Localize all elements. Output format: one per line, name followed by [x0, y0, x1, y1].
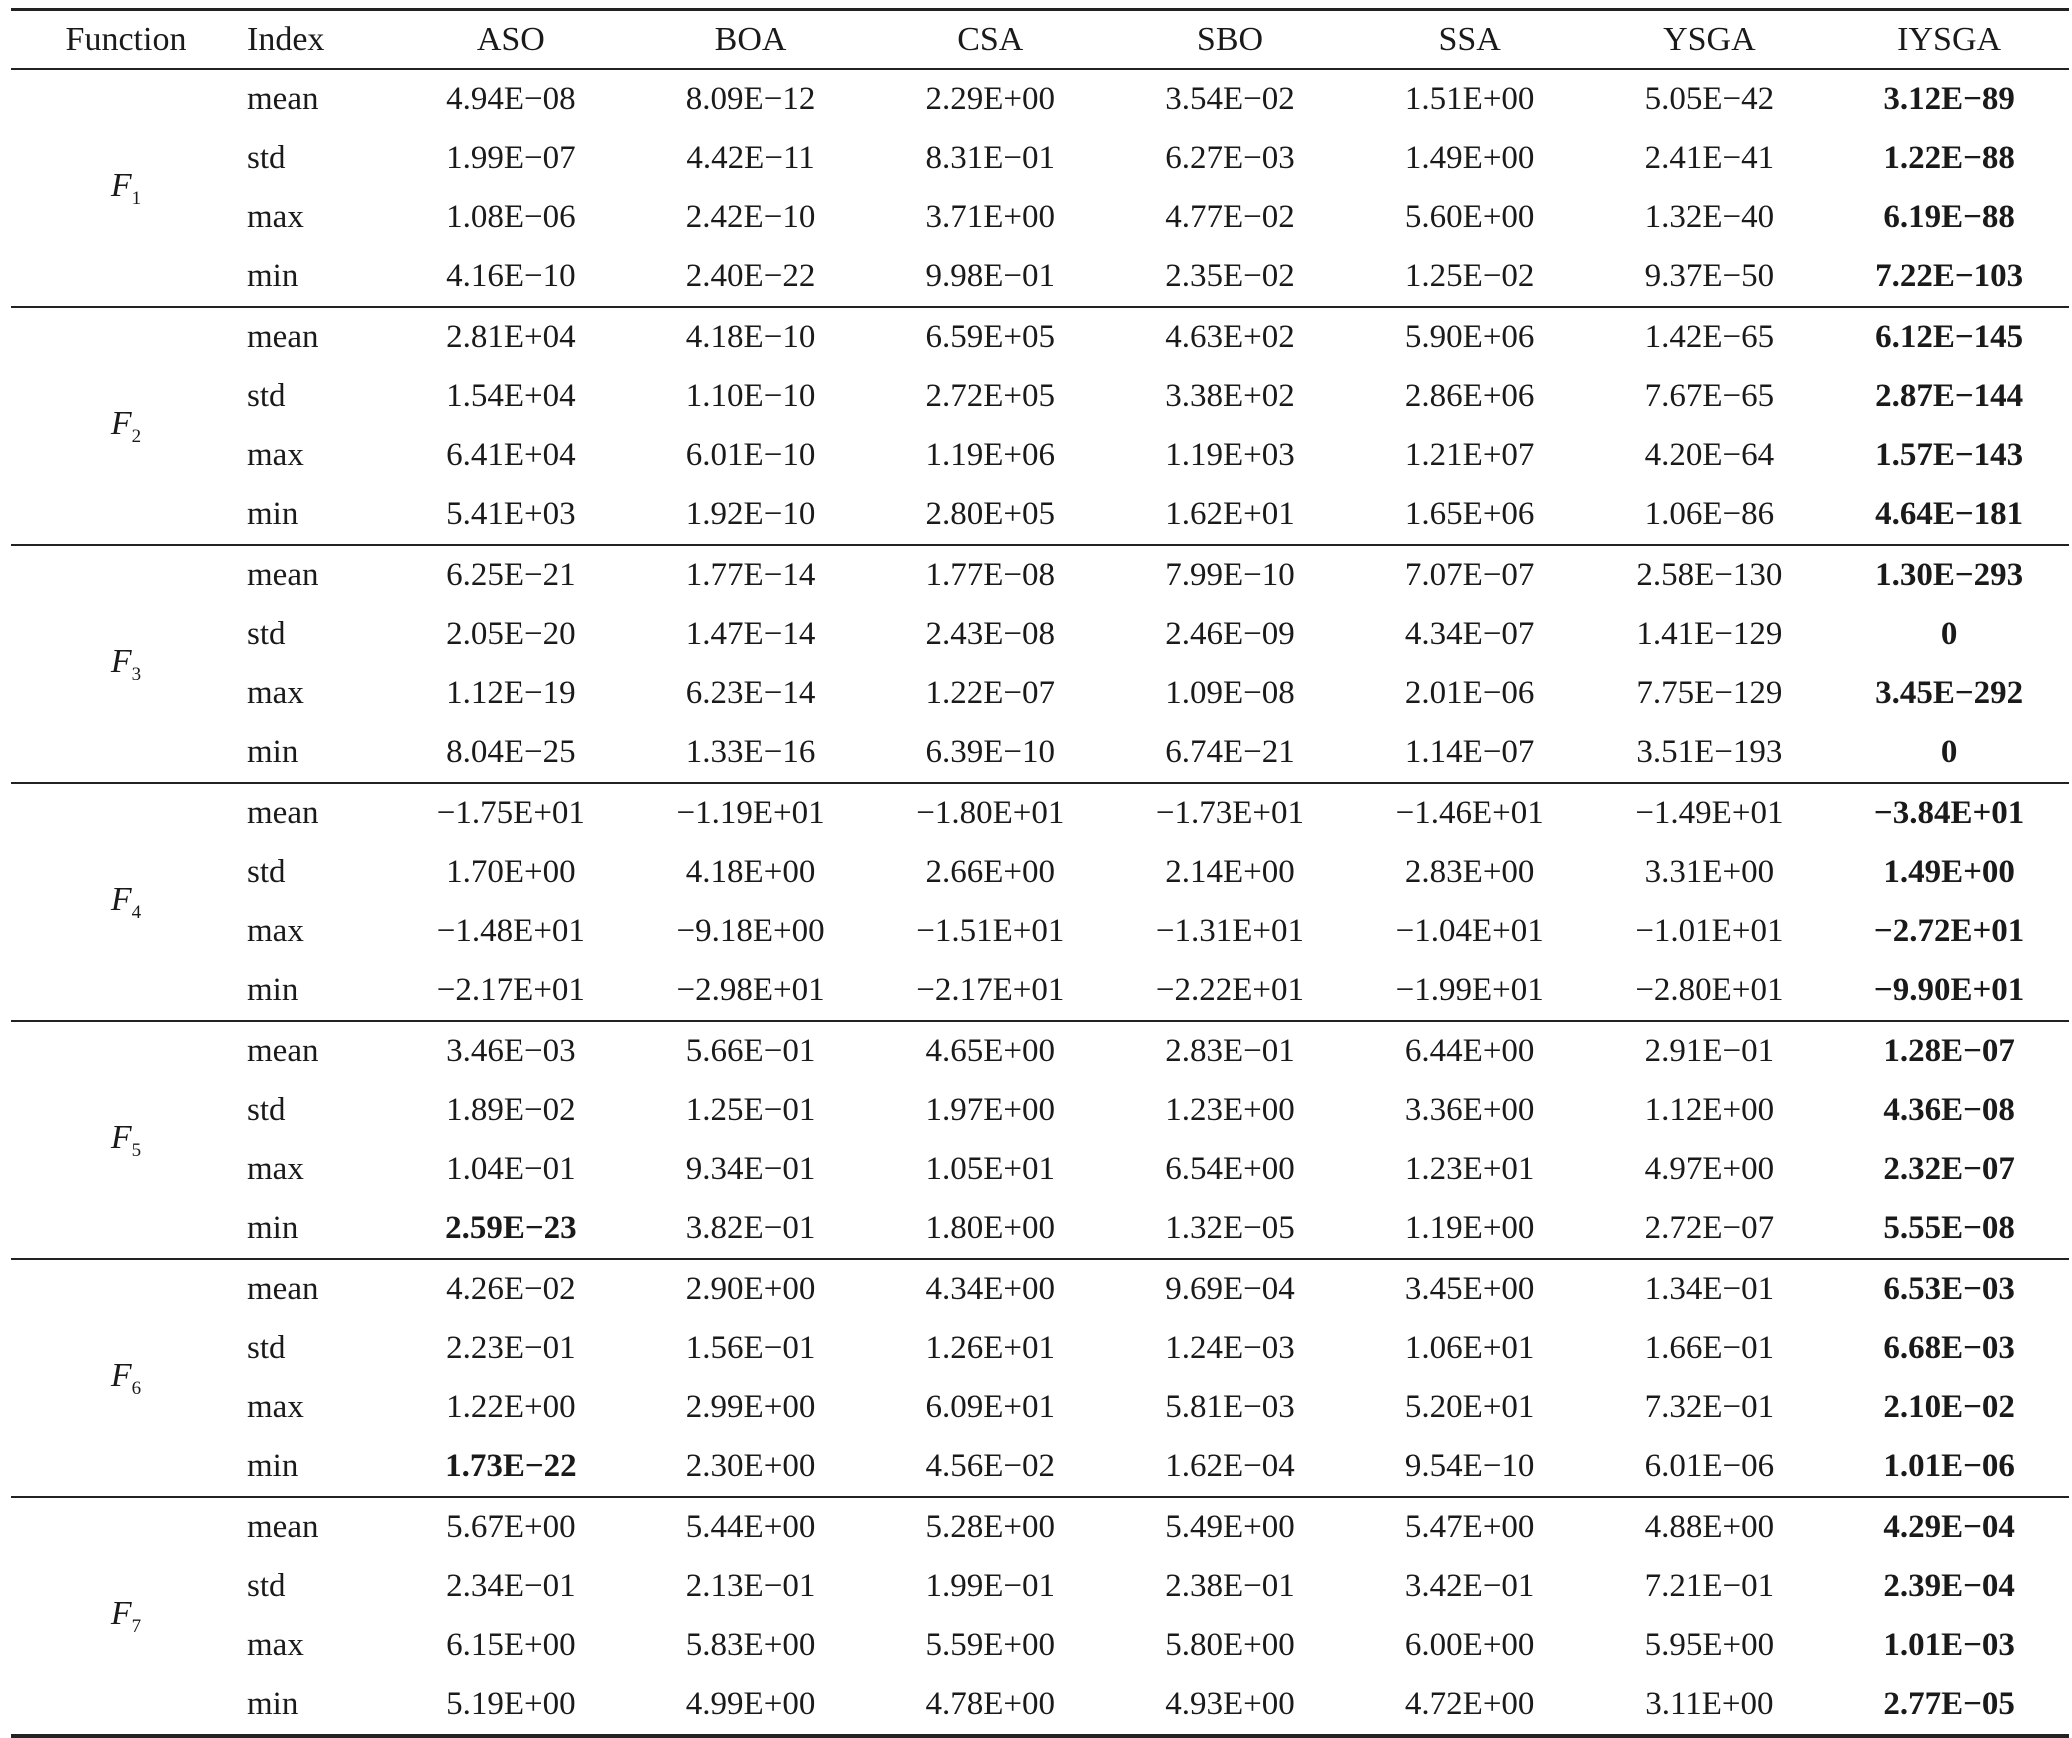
table-row — [11, 1557, 2069, 1616]
index-cell: std — [247, 1568, 286, 1604]
value-cell-iysga: −2.72E+01 — [1873, 913, 2025, 949]
value-cell-ysga: 6.01E−06 — [1590, 1437, 1830, 1497]
table-row — [11, 1437, 2069, 1497]
value-cell-ysga: 2.58E−130 — [1636, 557, 1783, 593]
value-cell-sbo: −1.73E+01 — [1155, 795, 1305, 831]
value-cell-ssa: 1.21E+07 — [1404, 437, 1535, 473]
value-cell-csa: 1.80E+00 — [870, 1199, 1110, 1259]
value-cell-sbo: 1.62E+01 — [1110, 485, 1350, 545]
value-cell-ssa: 1.51E+00 — [1404, 81, 1535, 117]
value-cell-ssa: 7.07E−07 — [1404, 557, 1535, 593]
value-cell-aso: 5.67E+00 — [446, 1509, 576, 1545]
index-cell: min — [241, 247, 391, 307]
index-cell: std — [247, 616, 286, 652]
index-cell: max — [247, 675, 304, 711]
function-letter: F — [110, 166, 132, 204]
header-aso: ASO — [391, 10, 631, 70]
value-cell-ssa: 3.42E−01 — [1404, 1568, 1535, 1604]
function-letter: F — [110, 880, 132, 918]
value-cell-sbo: −1.31E+01 — [1155, 913, 1305, 949]
value-cell-csa: 2.72E+05 — [925, 378, 1056, 414]
value-cell-sbo: 6.74E−21 — [1110, 723, 1350, 783]
value-cell-iysga: 7.22E−103 — [1829, 247, 2069, 307]
value-cell-ssa: 2.01E−06 — [1404, 675, 1535, 711]
table-row — [11, 1140, 2069, 1199]
value-cell-sbo: 5.80E+00 — [1165, 1627, 1295, 1663]
table-header — [11, 10, 2069, 70]
value-cell-iysga: 2.77E−05 — [1829, 1675, 2069, 1736]
table-row — [11, 664, 2069, 723]
value-cell-boa: 2.30E+00 — [631, 1437, 871, 1497]
value-cell-iysga: 1.01E−03 — [1883, 1627, 2015, 1663]
function-letter: F — [110, 1356, 132, 1394]
function-cell — [11, 69, 241, 307]
value-cell-csa: 1.97E+00 — [925, 1092, 1056, 1128]
table-row — [11, 723, 2069, 783]
value-cell-csa: 3.71E+00 — [925, 199, 1056, 235]
value-cell-boa: −1.19E+01 — [676, 795, 825, 831]
value-cell-ssa: 9.54E−10 — [1350, 1437, 1590, 1497]
value-cell-iysga: 2.10E−02 — [1883, 1389, 2015, 1425]
value-cell-csa: 1.26E+01 — [925, 1330, 1056, 1366]
value-cell-sbo: 2.83E−01 — [1165, 1033, 1295, 1069]
value-cell-ysga: 1.66E−01 — [1644, 1330, 1775, 1366]
value-cell-ysga: 7.75E−129 — [1636, 675, 1783, 711]
value-cell-ssa: 1.14E−07 — [1350, 723, 1590, 783]
value-cell-boa: 1.56E−01 — [685, 1330, 816, 1366]
value-cell-boa: 2.13E−01 — [685, 1568, 816, 1604]
table-row — [11, 1675, 2069, 1736]
value-cell-iysga: −3.84E+01 — [1873, 795, 2025, 831]
value-cell-aso: 2.59E−23 — [391, 1199, 631, 1259]
value-cell-ssa: 1.49E+00 — [1404, 140, 1535, 176]
value-cell-csa: 2.80E+05 — [870, 485, 1110, 545]
value-cell-aso: −1.48E+01 — [436, 913, 585, 949]
table-row — [11, 843, 2069, 902]
value-cell-aso: 1.99E−07 — [446, 140, 576, 176]
index-cell: mean — [247, 81, 319, 117]
value-cell-sbo: 4.77E−02 — [1165, 199, 1295, 235]
header-function: Function — [11, 10, 241, 70]
value-cell-ysga: 4.97E+00 — [1644, 1151, 1775, 1187]
value-cell-sbo: 1.19E+03 — [1165, 437, 1295, 473]
index-cell: std — [247, 140, 286, 176]
value-cell-ssa: 4.72E+00 — [1350, 1675, 1590, 1736]
header-ysga: YSGA — [1590, 10, 1830, 70]
value-cell-iysga: 1.28E−07 — [1883, 1033, 2015, 1069]
table-row — [11, 247, 2069, 307]
value-cell-ysga: 7.67E−65 — [1644, 378, 1775, 414]
value-cell-iysga: 4.36E−08 — [1883, 1092, 2015, 1128]
table-row — [11, 1259, 2069, 1319]
value-cell-csa: 5.59E+00 — [925, 1627, 1056, 1663]
index-cell: max — [247, 1151, 304, 1187]
value-cell-iysga: 4.29E−04 — [1883, 1509, 2015, 1545]
value-cell-ssa: 2.86E+06 — [1404, 378, 1535, 414]
value-cell-ysga: 5.05E−42 — [1644, 81, 1775, 117]
table-body — [11, 69, 2069, 1736]
value-cell-boa: 1.10E−10 — [685, 378, 816, 414]
value-cell-csa: 6.09E+01 — [925, 1389, 1056, 1425]
value-cell-csa: 8.31E−01 — [925, 140, 1056, 176]
value-cell-sbo: 3.38E+02 — [1165, 378, 1295, 414]
value-cell-sbo: 5.49E+00 — [1165, 1509, 1295, 1545]
function-subscript: 3 — [131, 663, 142, 685]
value-cell-ysga: 2.41E−41 — [1644, 140, 1775, 176]
value-cell-ysga: −2.80E+01 — [1590, 961, 1830, 1021]
value-cell-csa: 1.77E−08 — [925, 557, 1056, 593]
index-cell: std — [247, 1330, 286, 1366]
value-cell-iysga: 1.49E+00 — [1883, 854, 2015, 890]
value-cell-boa: 2.42E−10 — [685, 199, 816, 235]
value-cell-ssa: 1.65E+06 — [1350, 485, 1590, 545]
value-cell-boa: 4.18E−10 — [685, 319, 816, 355]
value-cell-sbo: −2.22E+01 — [1110, 961, 1350, 1021]
value-cell-boa: 2.99E+00 — [685, 1389, 816, 1425]
value-cell-boa: 4.42E−11 — [686, 140, 815, 176]
value-cell-csa: 1.99E−01 — [925, 1568, 1056, 1604]
function-name — [110, 1356, 142, 1399]
function-letter: F — [110, 404, 132, 442]
value-cell-boa: 1.92E−10 — [631, 485, 871, 545]
value-cell-boa: 8.09E−12 — [685, 81, 816, 117]
value-cell-boa: 3.82E−01 — [631, 1199, 871, 1259]
value-cell-csa: 4.78E+00 — [870, 1675, 1110, 1736]
value-cell-sbo: 6.27E−03 — [1165, 140, 1295, 176]
function-cell — [11, 1497, 241, 1736]
value-cell-boa: 1.25E−01 — [685, 1092, 816, 1128]
value-cell-ssa: 5.60E+00 — [1404, 199, 1535, 235]
value-cell-sbo: 5.81E−03 — [1165, 1389, 1295, 1425]
value-cell-ysga: 3.51E−193 — [1590, 723, 1830, 783]
value-cell-sbo: 1.23E+00 — [1165, 1092, 1295, 1128]
value-cell-boa: 9.34E−01 — [685, 1151, 816, 1187]
value-cell-csa: 6.59E+05 — [925, 319, 1056, 355]
value-cell-iysga: 6.19E−88 — [1883, 199, 2015, 235]
value-cell-boa: −9.18E+00 — [676, 913, 825, 949]
table-row — [11, 1319, 2069, 1378]
value-cell-aso: 6.25E−21 — [446, 557, 576, 593]
index-cell: min — [241, 1675, 391, 1736]
table-row — [11, 188, 2069, 247]
table-row — [11, 783, 2069, 843]
value-cell-ssa: 6.00E+00 — [1404, 1627, 1535, 1663]
value-cell-ssa: 6.44E+00 — [1404, 1033, 1535, 1069]
index-cell: min — [241, 723, 391, 783]
table-row — [11, 1497, 2069, 1557]
value-cell-iysga: 2.87E−144 — [1875, 378, 2024, 414]
value-cell-boa: 5.66E−01 — [685, 1033, 816, 1069]
table-row — [11, 307, 2069, 367]
function-subscript: 2 — [131, 425, 142, 447]
table-row — [11, 545, 2069, 605]
function-cell — [11, 545, 241, 783]
table-row — [11, 69, 2069, 129]
value-cell-boa: 6.23E−14 — [685, 675, 816, 711]
function-letter: F — [110, 1118, 132, 1156]
index-cell: max — [247, 437, 304, 473]
results-table-container — [11, 8, 2069, 1738]
table-row — [11, 1616, 2069, 1675]
value-cell-ysga: 7.32E−01 — [1644, 1389, 1775, 1425]
value-cell-ysga: 4.20E−64 — [1644, 437, 1775, 473]
index-cell: mean — [247, 1271, 319, 1307]
value-cell-aso: 1.73E−22 — [391, 1437, 631, 1497]
index-cell: mean — [247, 795, 319, 831]
value-cell-iysga: 6.53E−03 — [1883, 1271, 2015, 1307]
value-cell-boa: 5.83E+00 — [685, 1627, 816, 1663]
value-cell-boa: 5.44E+00 — [685, 1509, 816, 1545]
value-cell-ssa: 5.20E+01 — [1404, 1389, 1535, 1425]
value-cell-iysga: 3.45E−292 — [1875, 675, 2024, 711]
value-cell-csa: 2.66E+00 — [925, 854, 1056, 890]
function-letter: F — [110, 642, 132, 680]
function-cell — [11, 1021, 241, 1259]
value-cell-ysga: −1.49E+01 — [1635, 795, 1784, 831]
index-cell: max — [247, 913, 304, 949]
value-cell-ysga: 1.41E−129 — [1636, 616, 1783, 652]
function-name — [110, 1118, 142, 1161]
value-cell-aso: 6.15E+00 — [446, 1627, 576, 1663]
value-cell-sbo: 4.93E+00 — [1110, 1675, 1350, 1736]
header-boa: BOA — [631, 10, 871, 70]
value-cell-csa: −2.17E+01 — [870, 961, 1110, 1021]
value-cell-ssa: 2.83E+00 — [1404, 854, 1535, 890]
value-cell-csa: 1.22E−07 — [925, 675, 1056, 711]
value-cell-ysga: 9.37E−50 — [1590, 247, 1830, 307]
index-cell: std — [247, 854, 286, 890]
table-row — [11, 367, 2069, 426]
value-cell-boa: 1.47E−14 — [685, 616, 816, 652]
results-table — [11, 8, 2069, 1738]
value-cell-csa: 9.98E−01 — [870, 247, 1110, 307]
value-cell-csa: 4.65E+00 — [925, 1033, 1056, 1069]
index-cell: std — [247, 378, 286, 414]
value-cell-aso: 1.12E−19 — [446, 675, 576, 711]
value-cell-iysga: 6.68E−03 — [1883, 1330, 2015, 1366]
value-cell-sbo: 1.09E−08 — [1165, 675, 1295, 711]
value-cell-ysga: 4.88E+00 — [1644, 1509, 1775, 1545]
table-row — [11, 1081, 2069, 1140]
value-cell-aso: 6.41E+04 — [446, 437, 576, 473]
index-cell: mean — [247, 319, 319, 355]
value-cell-csa: 6.39E−10 — [870, 723, 1110, 783]
value-cell-csa: 4.56E−02 — [870, 1437, 1110, 1497]
table-row — [11, 605, 2069, 664]
value-cell-ysga: 1.06E−86 — [1590, 485, 1830, 545]
function-subscript: 4 — [131, 901, 142, 923]
table-row — [11, 426, 2069, 485]
value-cell-ssa: 5.90E+06 — [1404, 319, 1535, 355]
value-cell-iysga: 1.30E−293 — [1875, 557, 2024, 593]
value-cell-aso: 3.46E−03 — [446, 1033, 576, 1069]
value-cell-iysga: 0 — [1940, 616, 1958, 652]
value-cell-ssa: 3.45E+00 — [1404, 1271, 1535, 1307]
value-cell-aso: −1.75E+01 — [436, 795, 585, 831]
value-cell-sbo: 6.54E+00 — [1165, 1151, 1295, 1187]
value-cell-csa: 2.29E+00 — [925, 81, 1056, 117]
value-cell-sbo: 2.14E+00 — [1165, 854, 1295, 890]
value-cell-aso: −2.17E+01 — [391, 961, 631, 1021]
value-cell-ysga: 3.11E+00 — [1590, 1675, 1830, 1736]
value-cell-csa: 4.34E+00 — [925, 1271, 1056, 1307]
header-sbo: SBO — [1110, 10, 1350, 70]
index-cell: mean — [247, 1033, 319, 1069]
value-cell-iysga: 3.12E−89 — [1883, 81, 2015, 117]
value-cell-iysga: 1.01E−06 — [1829, 1437, 2069, 1497]
value-cell-aso: 4.94E−08 — [446, 81, 576, 117]
value-cell-sbo: 9.69E−04 — [1165, 1271, 1295, 1307]
table-row — [11, 485, 2069, 545]
function-letter: F — [110, 1594, 132, 1632]
value-cell-boa: 1.77E−14 — [685, 557, 816, 593]
function-subscript: 6 — [131, 1377, 142, 1399]
value-cell-aso: 5.19E+00 — [391, 1675, 631, 1736]
header-iysga: IYSGA — [1829, 10, 2069, 70]
value-cell-sbo: 1.62E−04 — [1110, 1437, 1350, 1497]
value-cell-ssa: 3.36E+00 — [1404, 1092, 1535, 1128]
value-cell-aso: 8.04E−25 — [391, 723, 631, 783]
function-cell — [11, 1259, 241, 1497]
function-subscript: 7 — [131, 1615, 142, 1637]
function-cell — [11, 307, 241, 545]
header-csa: CSA — [870, 10, 1110, 70]
value-cell-boa: 6.01E−10 — [685, 437, 816, 473]
index-cell: mean — [247, 557, 319, 593]
value-cell-ysga: 2.72E−07 — [1590, 1199, 1830, 1259]
value-cell-aso: 2.05E−20 — [446, 616, 576, 652]
header-row — [11, 10, 2069, 70]
value-cell-ysga: 1.42E−65 — [1644, 319, 1775, 355]
index-cell: min — [241, 485, 391, 545]
value-cell-csa: 2.43E−08 — [925, 616, 1056, 652]
value-cell-aso: 1.89E−02 — [446, 1092, 576, 1128]
value-cell-csa: −1.51E+01 — [916, 913, 1065, 949]
function-subscript: 1 — [131, 187, 142, 209]
value-cell-iysga: 0 — [1829, 723, 2069, 783]
value-cell-boa: 4.99E+00 — [631, 1675, 871, 1736]
index-cell: min — [241, 1199, 391, 1259]
table-row — [11, 1199, 2069, 1259]
value-cell-csa: 1.05E+01 — [925, 1151, 1056, 1187]
value-cell-iysga: 2.32E−07 — [1883, 1151, 2015, 1187]
function-name — [110, 642, 142, 685]
value-cell-aso: 1.70E+00 — [446, 854, 576, 890]
value-cell-ssa: 1.25E−02 — [1350, 247, 1590, 307]
value-cell-csa: 1.19E+06 — [925, 437, 1056, 473]
function-name — [110, 166, 142, 209]
index-cell: mean — [247, 1509, 319, 1545]
value-cell-sbo: 1.24E−03 — [1165, 1330, 1295, 1366]
value-cell-iysga: 5.55E−08 — [1829, 1199, 2069, 1259]
value-cell-iysga: 1.57E−143 — [1875, 437, 2024, 473]
value-cell-sbo: 2.35E−02 — [1110, 247, 1350, 307]
value-cell-ssa: 5.47E+00 — [1404, 1509, 1535, 1545]
function-cell — [11, 783, 241, 1021]
value-cell-aso: 2.81E+04 — [446, 319, 576, 355]
value-cell-aso: 1.54E+04 — [446, 378, 576, 414]
value-cell-ysga: 5.95E+00 — [1644, 1627, 1775, 1663]
value-cell-aso: 4.16E−10 — [391, 247, 631, 307]
table-row — [11, 902, 2069, 961]
table-row — [11, 961, 2069, 1021]
function-name — [110, 404, 142, 447]
value-cell-aso: 1.22E+00 — [446, 1389, 576, 1425]
value-cell-ysga: 1.34E−01 — [1644, 1271, 1775, 1307]
value-cell-aso: 2.23E−01 — [446, 1330, 576, 1366]
value-cell-boa: 2.90E+00 — [685, 1271, 816, 1307]
index-cell: min — [241, 961, 391, 1021]
value-cell-ysga: 1.32E−40 — [1644, 199, 1775, 235]
value-cell-sbo: 7.99E−10 — [1165, 557, 1295, 593]
table-row — [11, 129, 2069, 188]
header-ssa: SSA — [1350, 10, 1590, 70]
index-cell: max — [247, 1389, 304, 1425]
table-row — [11, 1021, 2069, 1081]
value-cell-sbo: 2.46E−09 — [1165, 616, 1295, 652]
value-cell-ssa: 1.23E+01 — [1404, 1151, 1535, 1187]
value-cell-iysga: −9.90E+01 — [1829, 961, 2069, 1021]
value-cell-iysga: 4.64E−181 — [1829, 485, 2069, 545]
value-cell-sbo: 2.38E−01 — [1165, 1568, 1295, 1604]
index-cell: min — [241, 1437, 391, 1497]
value-cell-ysga: −1.01E+01 — [1635, 913, 1784, 949]
function-subscript: 5 — [131, 1139, 142, 1161]
value-cell-aso: 1.04E−01 — [446, 1151, 576, 1187]
value-cell-iysga: 1.22E−88 — [1883, 140, 2015, 176]
value-cell-boa: −2.98E+01 — [631, 961, 871, 1021]
index-cell: max — [247, 1627, 304, 1663]
value-cell-ssa: −1.04E+01 — [1395, 913, 1544, 949]
value-cell-ysga: 2.91E−01 — [1644, 1033, 1775, 1069]
value-cell-aso: 1.08E−06 — [446, 199, 576, 235]
value-cell-aso: 2.34E−01 — [446, 1568, 576, 1604]
value-cell-ysga: 3.31E+00 — [1644, 854, 1775, 890]
value-cell-ssa: 1.06E+01 — [1404, 1330, 1535, 1366]
value-cell-boa: 2.40E−22 — [631, 247, 871, 307]
index-cell: std — [247, 1092, 286, 1128]
value-cell-aso: 4.26E−02 — [446, 1271, 576, 1307]
function-name — [110, 1594, 142, 1637]
value-cell-iysga: 2.39E−04 — [1883, 1568, 2015, 1604]
value-cell-sbo: 4.63E+02 — [1165, 319, 1295, 355]
value-cell-boa: 1.33E−16 — [631, 723, 871, 783]
value-cell-ysga: 7.21E−01 — [1644, 1568, 1775, 1604]
value-cell-ssa: 1.19E+00 — [1350, 1199, 1590, 1259]
value-cell-boa: 4.18E+00 — [685, 854, 816, 890]
table-row — [11, 1378, 2069, 1437]
value-cell-iysga: 6.12E−145 — [1875, 319, 2024, 355]
value-cell-ssa: −1.99E+01 — [1350, 961, 1590, 1021]
value-cell-ysga: 1.12E+00 — [1644, 1092, 1775, 1128]
value-cell-sbo: 1.32E−05 — [1110, 1199, 1350, 1259]
value-cell-csa: −1.80E+01 — [916, 795, 1065, 831]
value-cell-ssa: −1.46E+01 — [1395, 795, 1544, 831]
value-cell-aso: 5.41E+03 — [391, 485, 631, 545]
function-name — [110, 880, 142, 923]
header-index: Index — [241, 10, 391, 70]
value-cell-csa: 5.28E+00 — [925, 1509, 1056, 1545]
value-cell-ssa: 4.34E−07 — [1404, 616, 1535, 652]
index-cell: max — [247, 199, 304, 235]
value-cell-sbo: 3.54E−02 — [1165, 81, 1295, 117]
